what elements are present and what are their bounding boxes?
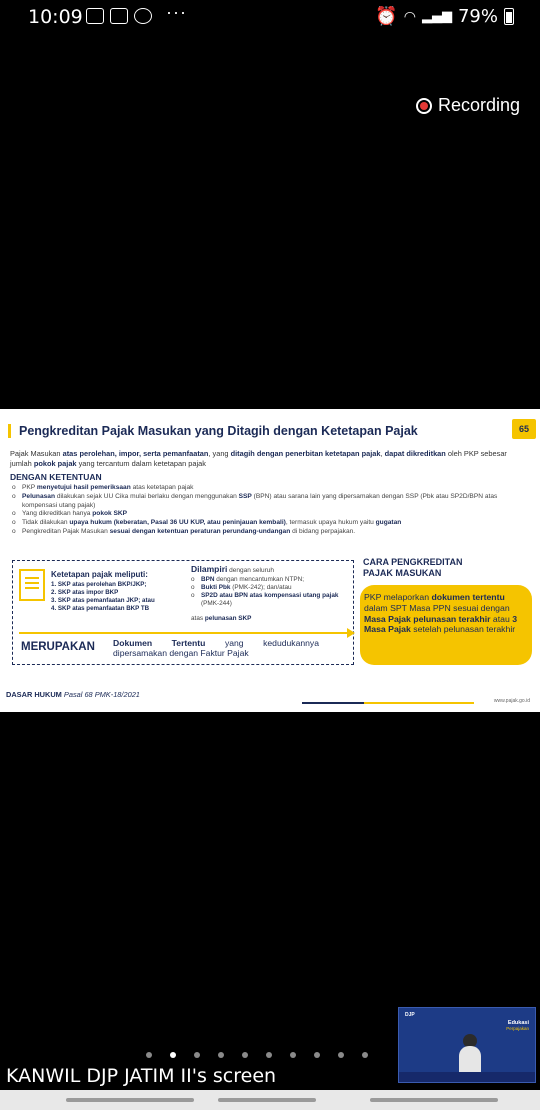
dilampiri-text: dengan mencantumkan NTPN;: [214, 576, 305, 583]
dilampiri-label: Dilampiri: [191, 564, 228, 574]
participant-video-thumbnail[interactable]: [398, 1007, 536, 1083]
dilampiri-text: (PMK-242); dan/atau: [230, 584, 292, 591]
page-dot[interactable]: [194, 1052, 200, 1058]
ketetapan-box: [12, 560, 354, 665]
list-item: [191, 584, 353, 592]
page-dot[interactable]: [242, 1052, 248, 1058]
system-icons: [375, 6, 514, 27]
news-icon: [110, 8, 128, 24]
dilampiri-footer: [191, 615, 251, 622]
condition-text: menyetujui hasil pemeriksaan: [36, 484, 131, 491]
condition-text: SSP: [238, 492, 252, 500]
cara-text: setelah pelunasan terakhir: [410, 624, 516, 635]
dasar-hukum-value: Pasal 68 PMK-18/2021: [63, 690, 140, 699]
condition-text: upaya hukum (keberatan, Pasal 36 UU KUP, atau peninjauan kembali): [69, 519, 286, 527]
page-dot[interactable]: [314, 1052, 320, 1058]
slide-intro: [10, 449, 530, 468]
nav-home-handle[interactable]: [218, 1098, 316, 1102]
section-heading: DENGAN KETENTUAN: [10, 472, 102, 482]
footer-url: www.pajak.go.id: [493, 698, 530, 704]
navigation-bar: [0, 1090, 540, 1110]
condition-text: pokok SKP: [92, 510, 128, 518]
intro-text: pokok pajak: [33, 458, 77, 468]
shared-slide: [0, 409, 540, 712]
nav-back-handle[interactable]: [370, 1098, 498, 1102]
dilampiri-text: (PMK-244): [201, 600, 232, 607]
ketetapan-title: Ketetapan pajak meliputi:: [51, 570, 148, 579]
list-item: 3. SKP atas pemanfaatan JKP; atau: [51, 597, 155, 604]
merupakan-text: yang kedudukannya dipersamakan dengan Faktur Pajak: [113, 638, 319, 658]
page-dot[interactable]: [266, 1052, 272, 1058]
recording-indicator[interactable]: [416, 95, 520, 116]
list-item: 4. SKP atas pemanfaatan BKP TB: [51, 605, 150, 612]
battery-level: 79%: [457, 6, 498, 27]
dilampiri-title: [191, 564, 274, 574]
slide-title: Pengkreditan Pajak Masukan yang Ditagih dengan Ketetapan Pajak: [8, 424, 418, 438]
dilampiri-suffix: dengan seluruh: [227, 567, 274, 574]
footer-bar: [302, 702, 364, 704]
djp-logo: DJP: [405, 1012, 415, 1018]
thumbnail-label-line: Edukasi: [507, 1020, 529, 1026]
condition-text: PKP: [22, 484, 37, 491]
dilampiri-list: [191, 576, 353, 608]
list-item: [10, 493, 530, 511]
cara-text: atau: [490, 613, 513, 624]
condition-text: sesuai dengan ketentuan peraturan perundang-undangan: [109, 527, 291, 535]
condition-text: gugatan: [375, 519, 402, 527]
screen-caption: KANWIL DJP JATIM II's screen: [6, 1065, 277, 1087]
thumbnail-label-line: Perpajakan: [506, 1026, 529, 1031]
record-icon: [416, 98, 432, 114]
thumbnail-label: [506, 1020, 529, 1032]
merupakan-label: MERUPAKAN: [21, 641, 95, 653]
cara-text: dalam SPT Masa PPN sesuai dengan: [364, 602, 510, 613]
intro-text: Pajak Masukan: [10, 449, 63, 458]
more-notifications-icon: ···: [166, 2, 187, 22]
dilampiri-text: SP2D atau BPN atas kompensasi utang pajak: [201, 592, 339, 599]
cara-box: [360, 585, 532, 665]
list-item: [10, 510, 530, 519]
notification-icons: [86, 8, 152, 24]
presenter-desk: [399, 1072, 536, 1082]
merupakan-text: Dokumen Tertentu: [113, 638, 206, 648]
battery-icon: [504, 8, 514, 25]
intro-text: ditagih dengan penerbitan ketetapan pajak: [230, 449, 381, 458]
list-item: 2. SKP atas impor BKP: [51, 589, 119, 596]
footer-bar: [364, 702, 474, 704]
document-icon: [19, 569, 45, 601]
cara-text: 3 Masa Pajak: [364, 613, 518, 635]
cara-text: PKP melaporkan: [364, 592, 432, 602]
whatsapp-icon: [134, 8, 152, 24]
cara-title-line: PAJAK MASUKAN: [363, 568, 442, 578]
cara-text: Masa Pajak pelunasan terakhir: [364, 613, 491, 624]
cara-title-line: CARA PENGKREDITAN: [363, 557, 463, 567]
page-dot[interactable]: [338, 1052, 344, 1058]
wifi-icon: ◠: [403, 8, 416, 25]
merupakan-description: [113, 638, 319, 658]
page-dot[interactable]: [218, 1052, 224, 1058]
dilampiri-text: Bukti Pbk: [201, 584, 231, 591]
condition-text: (BPN) atau sarana lain yang dipersamakan dengan SSP (Pbk atau SP2D/BPN atas kompensasi utang pajak): [22, 492, 498, 509]
intro-text: oleh PKP sebesar jumlah: [10, 449, 507, 468]
condition-text: , termasuk upaya hukum yaitu: [285, 519, 376, 527]
arrow-head-icon: [347, 628, 355, 638]
status-time: 10:09: [28, 6, 83, 28]
cara-title: [363, 557, 463, 579]
page-dot[interactable]: [170, 1052, 176, 1058]
recording-label: Recording: [438, 95, 521, 115]
intro-text: dapat dikreditkan: [384, 449, 446, 458]
dilampiri-text: BPN: [201, 576, 215, 583]
condition-text: Pengkreditan Pajak Masukan: [22, 527, 110, 535]
signal-icon: ▂▄▆: [421, 9, 452, 24]
list-item: [10, 519, 530, 528]
intro-text: , yang: [208, 449, 231, 458]
list-item: 1. SKP atas perolehan BKP/JKP;: [51, 581, 147, 588]
dilampiri-footer-text: pelunasan SKP: [204, 615, 252, 622]
slide-page-number: 65: [512, 419, 536, 439]
conditions-list: [10, 484, 530, 537]
intro-text: ,: [380, 449, 385, 458]
condition-text: Yang dikreditkan hanya: [22, 510, 93, 518]
status-bar: [0, 0, 540, 34]
condition-text: atas ketetapan pajak: [130, 484, 194, 491]
page-dot[interactable]: [290, 1052, 296, 1058]
intro-text: atas perolehan, impor, serta pemanfaatan: [62, 449, 209, 458]
pager-dots[interactable]: [146, 1052, 368, 1058]
list-item: [191, 592, 353, 608]
list-item: [191, 576, 353, 584]
dilampiri-footer-text: atas: [191, 615, 205, 622]
condition-text: Tidak dilakukan: [22, 519, 70, 527]
alarm-icon: ⏰: [375, 6, 398, 27]
cara-text: dokumen tertentu: [431, 592, 505, 602]
page-dot[interactable]: [146, 1052, 152, 1058]
page-dot[interactable]: [362, 1052, 368, 1058]
list-item: [10, 528, 530, 537]
dasar-hukum: [6, 690, 140, 699]
list-item: [10, 484, 530, 493]
condition-text: di bidang perpajakan.: [290, 527, 356, 535]
intro-text: yang tercantum dalam ketetapan pajak: [76, 458, 206, 468]
gallery-icon: [86, 8, 104, 24]
condition-text: Pelunasan: [22, 492, 55, 500]
condition-text: dilakukan sejak UU Cika mulai berlaku dengan menggunakan: [54, 492, 239, 500]
dasar-hukum-label: DASAR HUKUM: [6, 690, 62, 699]
nav-recents-handle[interactable]: [66, 1098, 194, 1102]
arrow-line: [19, 632, 351, 634]
ketetapan-list: [51, 581, 155, 613]
